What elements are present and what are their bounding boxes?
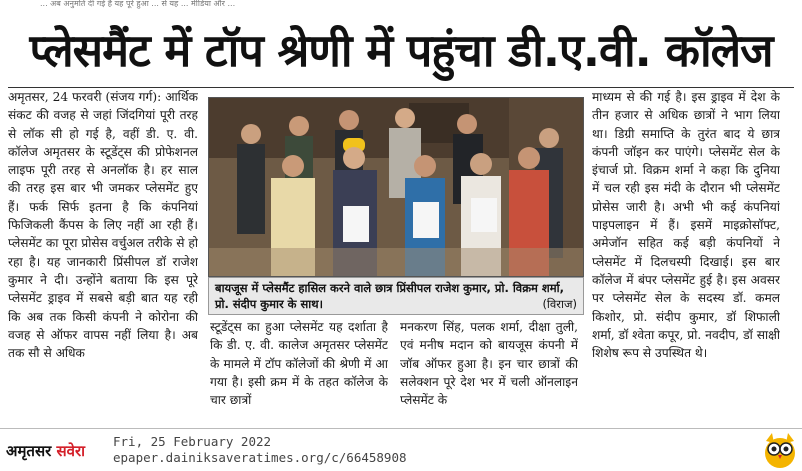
owl-mascot-icon <box>762 431 798 469</box>
photo-caption <box>208 277 584 315</box>
article-right-column: माध्यम से की गई है। इस ड्राइव में देश के तीन हजार से अधिक छात्रों ने भाग लिया था। डिग्री समाप्ति के तुरंत बाद ये छात्र कंपनी जॉइन कर पाएंगे। प्लेसमेंट सेल के इंचार्ज प्रो. विक्रम शर्मा ने कहा कि दुनिया में चल रही इस मंदी के दौरान भी प्लेसमेंट प्रोसेस जारी है। अभी भी कई कंपनियां पाइपलाइन में हैं। इसमें माइक्रोसॉफ्ट, अमेजॉन सहित कई बड़ी कंपनियों ने प्लेसमेंट में दिलचस्पी दिखाई। इस बार कॉलेज में बंपर प्लेसमेंट हुई है। इस अवसर पर प्लेसमेंट सेल के सदस्य डॉ. कमल किशोर, प्रो. संदीप कुमार, डॉ शिफाली शर्मा, डॉ श्वेता कपूर, प्रो. नवदीप, डॉ साक्षी शिशेष रूप से उपस्थित थे। <box>592 90 780 361</box>
previous-story-strip: ... अब अनुमति दी गई है यह पूरे हुआ ... से यह ... मीडिया और ... <box>40 0 236 8</box>
footer-meta <box>113 434 407 466</box>
group-photo-illustration <box>209 98 584 277</box>
article-middle-column-2: मनकरण सिंह, पलक शर्मा, दीक्षा तुली, एवं मनीष मदान को बायजूस कंपनी में जॉब ऑफर हुआ है। इन चार छात्रों की सलेक्शन पूरे देश भर में चली ऑनलाइन प्लेसमेंट के <box>400 320 578 408</box>
caption-text: बायजूस में प्लेसमैंट हासिल करने वाले छात्र प्रिंसीपल राजेश कुमार, प्रो. विक्रम शर्मा, प्रो. संदीप कुमार के साथ। <box>215 281 564 311</box>
article-left-column: अमृतसर, 24 फरवरी (संजय गर्ग): आर्थिक संकट की वजह से जहां जिंदगियां पूरी तरह से लॉक सी हो गई है, वहीं डी. ए. वी. कॉलेज अमृतसर के स्टूडेंट्स की प्रोफेशनल लाइफ पूरी तरह से अनलॉक है। हर साल की तरह इस बार भी जमकर प्लेसमेंट हुए हैं। फर्क सिर्फ इतना है कि कंपनियां फिजिकली कैंपस के लिए नहीं आ रही हैं। प्लेसमेंट का पूरा प्रोसेस वर्चुअल तरीके से हो रहा है। यह जानकारी प्रिंसीपल डॉ राजेश कुमार ने दी। उन्होंने बताया कि इस पूरे प्लेसमेंट ड्राइव में सबसे बड़ी बात यह रही कि अब तक किसी कंपनी ने कोरोना की वजह से ऑफर वापस नहीं लिया है। अब तक सौ से अधिक <box>8 90 198 361</box>
newspaper-logo[interactable] <box>6 437 106 465</box>
logo-part1: अमृतसर <box>6 442 52 460</box>
edition-date: Fri, 25 February 2022 <box>113 434 272 449</box>
logo-part2: सवेरा <box>56 442 86 460</box>
epaper-footer <box>0 428 802 471</box>
article-middle-column-1: स्टूडेंट्स का हुआ प्लेसमेंट यह दर्शाता है कि डी. ए. वी. कालेज अमृतसर प्लेसमेंट के मामले में टॉप कॉलेजों की श्रेणी में आ गया है। इसी क्रम में के तहत कॉलेज के चार छात्रों <box>210 320 388 408</box>
epaper-url[interactable]: epaper.dainiksaveratimes.org/c/66458908 <box>113 450 407 465</box>
photo-credit: (विराज) <box>542 297 577 311</box>
news-photo <box>208 97 584 277</box>
headline: प्लेसमैंट में टॉप श्रेणी में पहुंचा डी.ए.वी. कॉलेज <box>29 24 773 77</box>
